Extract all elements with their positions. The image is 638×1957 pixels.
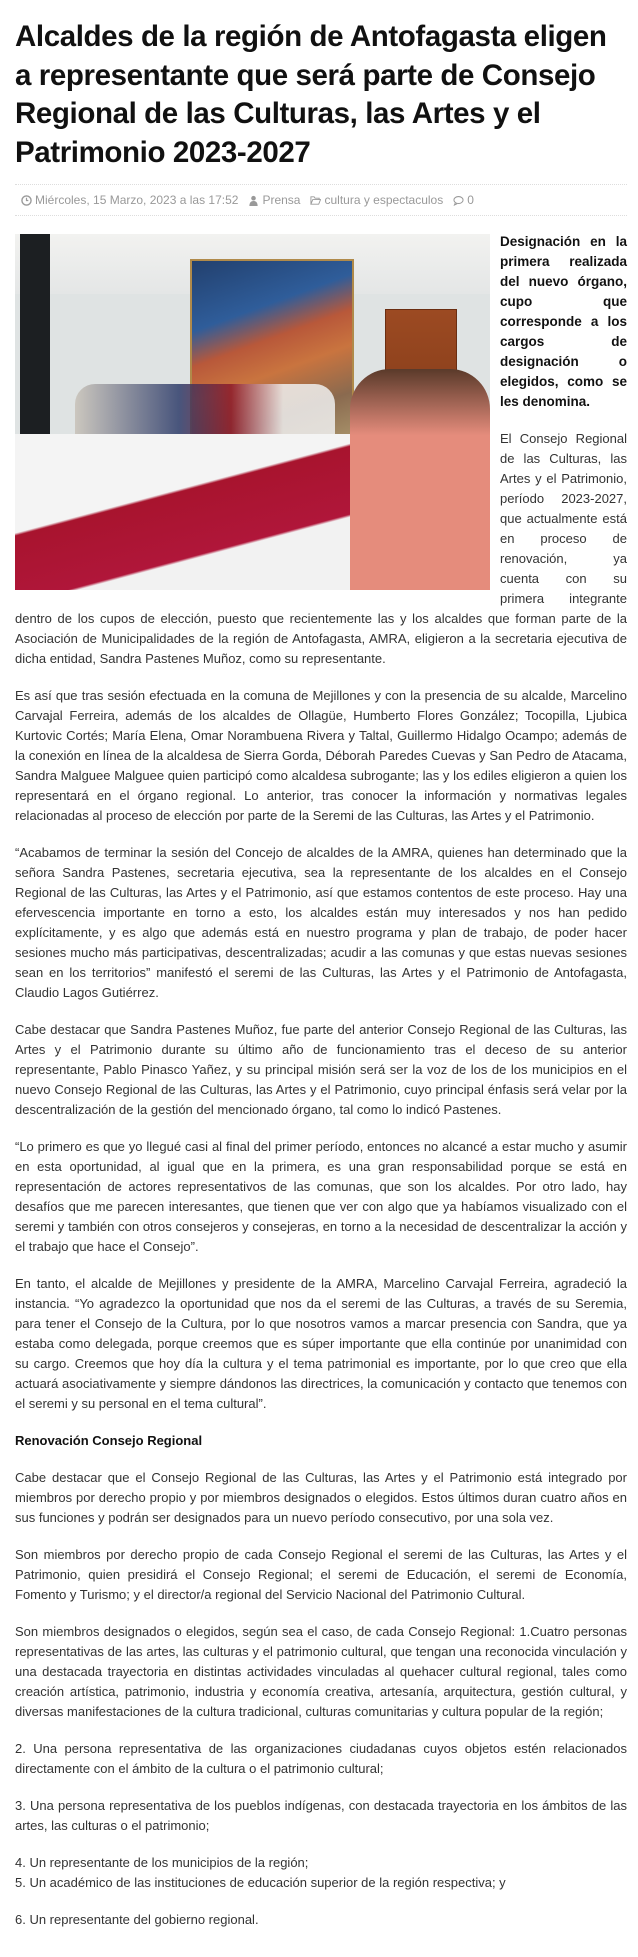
paragraph: “Lo primero es que yo llegué casi al final del primer período, entonces no alcancé a estar mucho y asumir en esta oportunidad, al igual que en la primera, es una gran responsabilidad porque se está en representación de actores representativos de las comunas, que son los alcaldes. Por otro lado, hay desafíos que me parecen interesantes, que tienen que ver con algo que ya habíamos visualizado con el seremi y también con otros consejeros y consejeras, en torno a la necesidad de descentralizar la acción y el trabajo que hace el Consejo”. (15, 1139, 627, 1254)
list-item: 6. Un representante del gobierno regional. (15, 1912, 259, 1927)
folder-icon (310, 195, 321, 206)
list-item: 4. Un representante de los municipios de la región; (15, 1855, 309, 1870)
paragraph: Cabe destacar que el Consejo Regional de las Culturas, las Artes y el Patrimonio está integrado por miembros por derecho propio y por miembros designados o elegidos. Estos últimos duran cuatro años en sus funciones y podrán ser designados para un nuevo período consecutivo, por una sola vez. (15, 1470, 627, 1525)
user-icon (248, 195, 259, 206)
meta-date-text: Miércoles, 15 Marzo, 2023 a las 17:52 (35, 193, 239, 207)
paragraph: Son miembros por derecho propio de cada Consejo Regional el seremi de las Culturas, las Artes y el Patrimonio, quien presidirá el Consejo Regional; el seremi de Educación, el seremi de Economía, Fomento y Turismo; y el director/a regional del Servicio Nacional del Patrimonio Cultural. (15, 1547, 627, 1602)
paragraph: “Acabamos de terminar la sesión del Concejo de alcaldes de la AMRA, quienes han determinado que la señora Sandra Pastenes, secretaria ejecutiva, sea la representante de los alcaldes en el Consejo Regional de las Culturas, las Artes y el Patrimonio, así que estamos contentos de este proceso. Hay una efervescencia importante en torno a esto, los alcaldes están muy interesados y nos han pedido explícitamente, y es algo que además está en nuestro programa y plan de trabajo, de poder hacer sesiones mucho más participativas, descentralizadas; acudir a las comunas y que estas nuevas sesiones sean en los territorios” manifestó el seremi de las Culturas, las Artes y el Patrimonio de Antofagasta, Claudio Lagos Gutiérrez. (15, 845, 627, 1000)
meta-category[interactable] (310, 193, 443, 207)
article-body (15, 232, 627, 1930)
paragraph: Son miembros designados o elegidos, según sea el caso, de cada Consejo Regional: 1.Cuatro personas representativas de las artes, las culturas y el patrimonio cultural, que tengan una reconocida vinculación y una destacada trayectoria en distintas actividades vinculadas al quehacer cultural regional, tales como creación artística, patrimonio, industria y economía creativa, artesanía, arquitectura, gestión cultural, y diversas manifestaciones de la cultura tradicional, culturas comunitarias y cultura popular de la región; (15, 1624, 627, 1719)
article-meta (15, 184, 627, 216)
paragraph: 3. Una persona representativa de los pueblos indígenas, con destacada trayectoria en los ámbitos de las artes, las culturas o el patrimonio; (15, 1798, 627, 1833)
meta-date (21, 193, 238, 207)
article (15, 0, 627, 1947)
article-photo (15, 234, 490, 590)
clock-icon (21, 195, 32, 206)
paragraph: 2. Una persona representativa de las organizaciones ciudadanas cuyos objetos estén relacionados directamente con el ámbito de la cultura o el patrimonio cultural; (15, 1741, 627, 1776)
meta-category-text[interactable]: cultura y espectaculos (324, 193, 444, 207)
paragraph: Cabe destacar que Sandra Pastenes Muñoz, fue parte del anterior Consejo Regional de las Culturas, las Artes y el Patrimonio durante su último año de funcionamiento tras el deceso de su anterior representante, Pablo Pinasco Yañez, y su principal misión será ser la voz de los de los municipios en el nuevo Consejo Regional de las Culturas, las Artes y el Patrimonio, cuyo principal énfasis será velar por la descentralización de la gestión del mencionado órgano, tal como lo indicó Pastenes. (15, 1022, 627, 1117)
article-lead: Designación en la primera realizada del nuevo órgano, cupo que corresponde a los cargos de designación o elegidos, como se les denomina. (500, 234, 627, 409)
paragraph: El Consejo Regional de las Culturas, las Artes y el Patrimonio, período 2023-2027, que actualmente está en proceso de renovación, ya cuenta con su primera integrante dentro de los cupos de elección, puesto que recientemente las y los alcaldes que forman parte de la Asociación de Municipalidades de la región de Antofagasta, AMRA, eligieron a la secretaria ejecutiva de dicha entidad, Sandra Pastenes Muñoz, como su representante. (15, 431, 627, 666)
meta-comments-count[interactable]: 0 (467, 193, 474, 207)
comment-icon (453, 195, 464, 206)
meta-author[interactable] (248, 193, 300, 207)
list-item: 5. Un académico de las instituciones de educación superior de la región respectiva; y (15, 1875, 506, 1890)
paragraph: En tanto, el alcalde de Mejillones y presidente de la AMRA, Marcelino Carvajal Ferreira, agradeció la instancia. “Yo agradezco la oportunidad que nos da el seremi de las Culturas, a través de su Seremia, para tener el Consejo de la Cultura, por lo que nosotros vamos a marcar presencia con Sandra, que ya estaba como delegada, porque creemos que es súper importante que ella continúe por unanimidad con su cargo. Creemos que hoy día la cultura y el tema patrimonial es importante, por lo que creo que ella actuará asociativamente y siempre dándonos las directrices, la comunicación y contacto que tenemos con el seremi y su personal en el tema cultural”. (15, 1276, 627, 1411)
meta-author-text[interactable]: Prensa (262, 193, 301, 207)
article-title: Alcaldes de la región de Antofagasta eligen a representante que será parte de Consejo Regional de las Culturas, las Artes y el Patrimonio 2023-2027 (15, 20, 607, 169)
paragraph: Es así que tras sesión efectuada en la comuna de Mejillones y con la presencia de su alcalde, Marcelino Carvajal Ferreira, además de los alcaldes de Ollagüe, Humberto Flores González; Tocopilla, Ljubica Kurtovic Cortés; María Elena, Omar Norambuena Rivera y Taltal, Guillermo Hidalgo Ocampo; además de la conexión en línea de la alcaldesa de Sierra Gorda, Déborah Paredes Cuevas y San Pedro de Atacama, Sandra Malguee Malguee quien participó como alcaldesa subrogante; las y los ediles eligieron a quien los representará en el órgano regional. Lo anterior, tras conocer la información y normativas legales relacionadas al proceso de elección por parte de la Seremi de las Culturas, las Artes y el Patrimonio. (15, 688, 627, 823)
section-subheading: Renovación Consejo Regional (15, 1433, 203, 1448)
meta-comments[interactable] (453, 193, 474, 207)
